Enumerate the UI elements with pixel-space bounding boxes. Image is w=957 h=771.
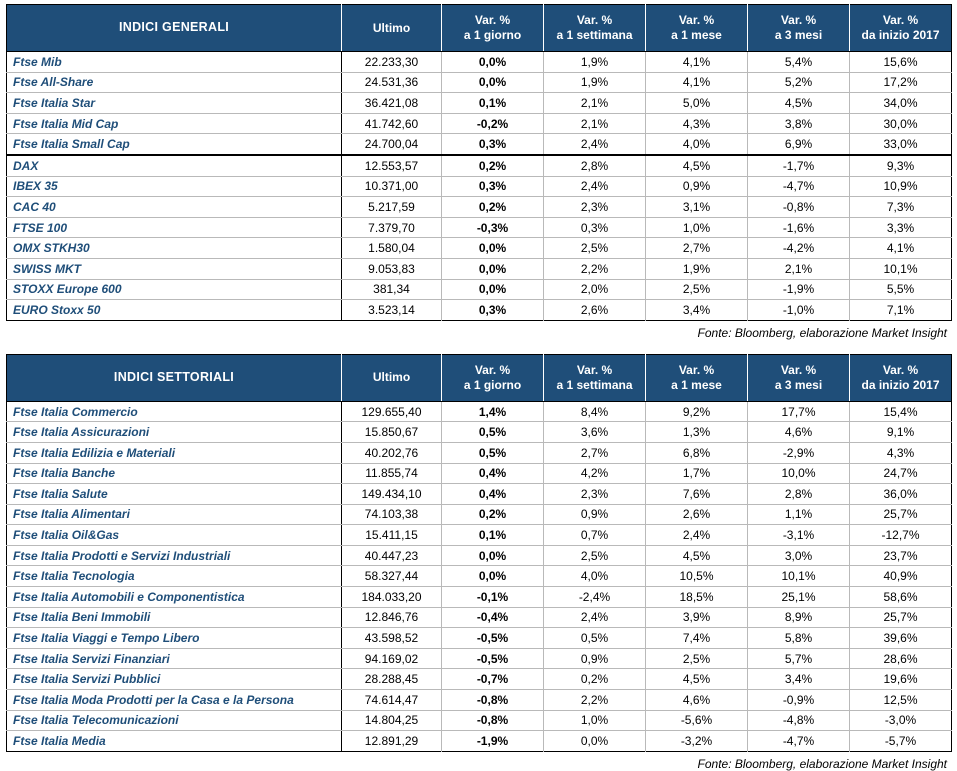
value-ultimo: 3.523,14	[342, 300, 442, 321]
index-name: Ftse Italia Beni Immobili	[7, 607, 342, 628]
value-var-3-mesi: 8,9%	[748, 607, 850, 628]
value-var-1-mese: 2,5%	[646, 279, 748, 300]
column-header-var-1-mese	[646, 5, 748, 52]
value-var-1-giorno: 0,3%	[442, 300, 544, 321]
value-ultimo: 12.553,57	[342, 155, 442, 176]
value-ultimo: 94.169,02	[342, 648, 442, 669]
value-var-1-giorno: 0,2%	[442, 197, 544, 218]
value-var-1-settimana: 0,2%	[544, 669, 646, 690]
table-row	[7, 113, 952, 134]
table-row	[7, 648, 952, 669]
value-var-1-mese: 1,0%	[646, 217, 748, 238]
column-header-line2: a 1 giorno	[463, 28, 522, 42]
column-header-title: INDICI GENERALI	[7, 5, 342, 52]
value-var-3-mesi: 2,1%	[748, 258, 850, 279]
value-var-ytd: 3,3%	[850, 217, 952, 238]
table-row	[7, 401, 952, 422]
value-ultimo: 5.217,59	[342, 197, 442, 218]
column-header-var-1-settimana	[544, 354, 646, 401]
index-name: Ftse Italia Servizi Finanziari	[7, 648, 342, 669]
index-name: Ftse Italia Media	[7, 731, 342, 752]
table-body-indici-generali	[7, 52, 952, 321]
index-name: Ftse Italia Salute	[7, 484, 342, 505]
value-var-1-giorno: -0,5%	[442, 648, 544, 669]
value-var-ytd: 36,0%	[850, 484, 952, 505]
table-row	[7, 300, 952, 321]
table-body-indici-settoriali	[7, 401, 952, 751]
value-var-3-mesi: 10,0%	[748, 463, 850, 484]
value-var-1-mese: 2,5%	[646, 648, 748, 669]
value-var-1-mese: 5,0%	[646, 93, 748, 114]
value-var-3-mesi: 17,7%	[748, 401, 850, 422]
value-ultimo: 40.447,23	[342, 545, 442, 566]
value-var-1-settimana: 2,5%	[544, 545, 646, 566]
value-var-3-mesi: -4,2%	[748, 238, 850, 259]
column-header-var-3-mesi	[748, 5, 850, 52]
value-var-1-mese: 18,5%	[646, 587, 748, 608]
value-var-ytd: 7,1%	[886, 302, 915, 317]
value-var-1-mese: 1,3%	[646, 422, 748, 443]
column-header-line1: Var. %	[678, 362, 715, 377]
index-name: Ftse Italia Oil&Gas	[7, 525, 342, 546]
table-row	[7, 238, 952, 259]
value-var-1-giorno: 0,0%	[442, 566, 544, 587]
column-header-line2: da inizio 2017	[861, 28, 940, 42]
value-ultimo: 149.434,10	[342, 484, 442, 505]
table-row	[7, 72, 952, 93]
table-row	[7, 731, 952, 752]
column-header-var-3-mesi	[748, 354, 850, 401]
index-name: Ftse Italia Automobili e Componentistica	[7, 587, 342, 608]
value-var-1-mese: 1,9%	[646, 258, 748, 279]
value-var-3-mesi: -1,7%	[748, 155, 850, 176]
table-row	[7, 463, 952, 484]
value-var-1-giorno: 0,3%	[442, 176, 544, 197]
index-name: OMX STKH30	[7, 238, 342, 259]
value-ultimo: 129.655,40	[342, 401, 442, 422]
table-row	[7, 587, 952, 608]
column-header-var-1-giorno	[442, 354, 544, 401]
value-var-1-giorno: 0,1%	[442, 525, 544, 546]
table-row	[7, 484, 952, 505]
column-header-line1: Ultimo	[372, 20, 411, 35]
value-ultimo: 15.411,15	[342, 525, 442, 546]
value-var-1-mese: 3,4%	[646, 300, 748, 321]
column-header-line2: a 1 mese	[671, 28, 722, 42]
table-row	[7, 258, 952, 279]
value-var-1-giorno: -1,9%	[442, 731, 544, 752]
value-ultimo: 40.202,76	[342, 442, 442, 463]
column-header-var-1-settimana	[544, 5, 646, 52]
table-row	[7, 504, 952, 525]
value-var-ytd: 4,1%	[850, 238, 952, 259]
value-var-3-mesi: 25,1%	[748, 587, 850, 608]
section-gap	[6, 340, 951, 354]
value-ultimo: 22.233,30	[342, 52, 442, 73]
index-name: FTSE 100	[7, 217, 342, 238]
column-header-line2: a 1 settimana	[556, 377, 633, 392]
value-var-3-mesi: -0,8%	[748, 197, 850, 218]
value-var-1-mese: 1,7%	[646, 463, 748, 484]
index-name: Ftse Italia Telecomunicazioni	[7, 710, 342, 731]
index-name: Ftse Italia Banche	[7, 463, 342, 484]
value-var-1-mese: 9,2%	[646, 401, 748, 422]
value-var-1-mese: 4,5%	[646, 669, 748, 690]
value-var-1-settimana: 2,5%	[544, 238, 646, 259]
value-var-3-mesi: 5,2%	[748, 72, 850, 93]
index-name: Ftse Italia Viaggi e Tempo Libero	[7, 628, 342, 649]
table-row	[7, 525, 952, 546]
value-var-1-settimana: 2,7%	[544, 442, 646, 463]
index-name: CAC 40	[7, 197, 342, 218]
value-var-1-settimana: -2,4%	[544, 587, 646, 608]
value-var-1-settimana: 1,0%	[544, 710, 646, 731]
index-name: Ftse Italia Mid Cap	[7, 113, 342, 134]
value-ultimo: 12.846,76	[342, 607, 442, 628]
table-indici-generali	[6, 4, 952, 321]
value-var-1-giorno: 1,4%	[442, 401, 544, 422]
value-var-1-giorno: -0,8%	[442, 710, 544, 731]
value-var-ytd: 24,7%	[850, 463, 952, 484]
column-header-line1: Var. %	[576, 13, 613, 27]
value-var-3-mesi: 6,9%	[748, 134, 850, 155]
value-var-ytd: 25,7%	[850, 607, 952, 628]
value-var-ytd: -3,0%	[850, 710, 952, 731]
value-var-ytd: 17,2%	[850, 72, 952, 93]
column-header-line2: a 1 settimana	[556, 28, 633, 42]
value-var-1-mese: 7,4%	[646, 628, 748, 649]
table-row	[7, 176, 952, 197]
value-var-1-giorno: 0,2%	[442, 155, 544, 176]
value-var-ytd: 39,6%	[850, 628, 952, 649]
value-ultimo: 74.614,47	[342, 690, 442, 711]
value-var-1-settimana: 2,4%	[544, 607, 646, 628]
value-var-1-mese: 4,1%	[646, 72, 748, 93]
column-header-line1: Var. %	[474, 13, 511, 27]
value-var-3-mesi: -2,9%	[748, 442, 850, 463]
value-var-1-settimana: 0,9%	[544, 648, 646, 669]
value-var-ytd: 9,1%	[850, 422, 952, 443]
value-var-ytd: 30,0%	[850, 113, 952, 134]
value-var-1-settimana: 0,9%	[544, 504, 646, 525]
value-var-ytd: 19,6%	[850, 669, 952, 690]
value-var-3-mesi: -0,9%	[748, 690, 850, 711]
table-indici-settoriali	[6, 354, 952, 752]
value-var-1-giorno: -0,5%	[442, 628, 544, 649]
value-var-3-mesi: 1,1%	[748, 504, 850, 525]
value-var-1-giorno: 0,5%	[442, 442, 544, 463]
value-var-1-giorno: 0,0%	[442, 545, 544, 566]
value-var-1-giorno: -0,8%	[442, 690, 544, 711]
value-ultimo: 7.379,70	[342, 217, 442, 238]
column-header-ultimo	[342, 354, 442, 401]
column-header-line1: Var. %	[780, 362, 817, 377]
value-var-1-mese: -3,2%	[646, 731, 748, 752]
value-var-ytd: 23,7%	[850, 545, 952, 566]
index-name: SWISS MKT	[7, 258, 342, 279]
value-var-ytd: -12,7%	[850, 525, 952, 546]
index-name: Ftse Italia Small Cap	[7, 134, 342, 155]
table-row	[7, 669, 952, 690]
column-header-line1: Var. %	[576, 362, 613, 377]
value-var-1-giorno: -0,4%	[442, 607, 544, 628]
value-var-1-mese: 6,8%	[646, 442, 748, 463]
column-header-line2: a 3 mesi	[774, 377, 823, 392]
value-var-3-mesi: 3,0%	[748, 545, 850, 566]
value-ultimo: 184.033,20	[342, 587, 442, 608]
column-header-line2: a 1 giorno	[463, 377, 522, 392]
value-var-ytd: 7,3%	[850, 197, 952, 218]
value-var-3-mesi: -1,6%	[748, 217, 850, 238]
value-var-1-settimana: 2,8%	[544, 155, 646, 176]
value-var-1-giorno: -0,7%	[442, 669, 544, 690]
value-var-ytd: 4,3%	[850, 442, 952, 463]
column-header-line2: a 3 mesi	[774, 28, 823, 42]
value-var-1-giorno: 0,4%	[442, 463, 544, 484]
value-var-1-giorno: 0,0%	[442, 238, 544, 259]
value-var-1-settimana: 2,3%	[544, 197, 646, 218]
value-var-1-giorno: 0,0%	[442, 279, 544, 300]
value-var-3-mesi: 5,7%	[748, 648, 850, 669]
value-var-3-mesi: -3,1%	[748, 525, 850, 546]
table-row	[7, 279, 952, 300]
value-var-1-mese: 4,3%	[646, 113, 748, 134]
value-ultimo: 381,34	[342, 279, 442, 300]
table-row	[7, 134, 952, 155]
index-name: Ftse Italia Tecnologia	[7, 566, 342, 587]
value-var-1-giorno: 0,1%	[442, 93, 544, 114]
value-var-1-mese: 0,9%	[646, 176, 748, 197]
value-var-3-mesi: 3,8%	[748, 113, 850, 134]
value-var-3-mesi: -4,7%	[748, 176, 850, 197]
value-ultimo: 24.700,04	[342, 134, 442, 155]
value-var-1-mese: 2,6%	[646, 504, 748, 525]
value-var-1-settimana: 2,6%	[544, 300, 646, 321]
value-ultimo: 43.598,52	[342, 628, 442, 649]
value-ultimo: 9.053,83	[342, 258, 442, 279]
value-var-1-giorno: 0,3%	[442, 134, 544, 155]
value-var-ytd: 58,6%	[850, 587, 952, 608]
table-row	[7, 566, 952, 587]
value-var-3-mesi: 4,5%	[748, 93, 850, 114]
value-var-1-mese: 3,9%	[646, 607, 748, 628]
column-header-var-1-giorno	[442, 5, 544, 52]
value-var-1-settimana: 1,9%	[544, 72, 646, 93]
table-row	[7, 545, 952, 566]
value-var-1-settimana: 2,0%	[544, 279, 646, 300]
index-name: Ftse Italia Prodotti e Servizi Industriali	[7, 545, 342, 566]
column-header-var-ytd	[850, 354, 952, 401]
value-var-ytd: 28,6%	[850, 648, 952, 669]
value-var-ytd: 5,5%	[850, 279, 952, 300]
value-var-3-mesi: 10,1%	[748, 566, 850, 587]
value-var-1-mese: 7,6%	[646, 484, 748, 505]
index-name: Ftse Mib	[7, 52, 342, 73]
index-name: Ftse Italia Assicurazioni	[7, 422, 342, 443]
value-ultimo: 36.421,08	[342, 93, 442, 114]
value-var-1-settimana: 1,9%	[544, 52, 646, 73]
value-var-1-giorno: 0,4%	[442, 484, 544, 505]
value-var-3-mesi: 4,6%	[748, 422, 850, 443]
value-var-1-mese: 2,4%	[646, 525, 748, 546]
value-var-1-giorno: 0,0%	[442, 258, 544, 279]
value-ultimo: 58.327,44	[342, 566, 442, 587]
index-name: Ftse All-Share	[7, 72, 342, 93]
table-header	[7, 5, 952, 52]
index-name: Ftse Italia Moda Prodotti per la Casa e la Persona	[7, 690, 342, 711]
value-var-1-mese: 4,6%	[646, 690, 748, 711]
value-var-1-giorno: -0,3%	[442, 217, 544, 238]
value-var-1-settimana: 0,5%	[544, 628, 646, 649]
column-header-line1: Var. %	[780, 13, 817, 27]
value-var-1-settimana: 2,1%	[544, 93, 646, 114]
value-var-1-settimana: 0,3%	[544, 217, 646, 238]
index-name: DAX	[7, 155, 342, 176]
value-var-3-mesi: -4,8%	[748, 710, 850, 731]
value-var-1-giorno: 0,0%	[442, 52, 544, 73]
value-var-1-mese: 4,5%	[646, 545, 748, 566]
header-row	[7, 354, 952, 401]
value-var-1-mese: 10,5%	[646, 566, 748, 587]
value-var-ytd: 15,4%	[850, 401, 952, 422]
value-var-3-mesi: -1,0%	[748, 300, 850, 321]
table-row	[7, 155, 952, 176]
index-name: Ftse Italia Commercio	[7, 401, 342, 422]
column-header-line1: Ultimo	[372, 370, 411, 385]
column-header-var-ytd	[850, 5, 952, 52]
value-var-ytd: 10,9%	[850, 176, 952, 197]
column-header-line1: Var. %	[474, 362, 511, 377]
value-var-ytd: 25,7%	[850, 504, 952, 525]
table-row	[7, 690, 952, 711]
value-ultimo: 12.891,29	[342, 731, 442, 752]
value-var-ytd: 34,0%	[850, 93, 952, 114]
value-var-1-mese: -5,6%	[646, 710, 748, 731]
table-row	[7, 422, 952, 443]
value-var-ytd: 40,9%	[850, 566, 952, 587]
table-row	[7, 217, 952, 238]
value-var-1-settimana: 2,1%	[544, 113, 646, 134]
index-name: EURO Stoxx 50	[7, 300, 342, 321]
value-ultimo: 74.103,38	[342, 504, 442, 525]
value-var-ytd: 12,5%	[850, 690, 952, 711]
column-header-line2: a 1 mese	[671, 377, 722, 392]
source-note-settoriali: Fonte: Bloomberg, elaborazione Market Insight	[697, 756, 947, 771]
table-header	[7, 354, 952, 401]
value-ultimo: 24.531,36	[342, 72, 442, 93]
index-name: Ftse Italia Servizi Pubblici	[7, 669, 342, 690]
value-var-1-settimana: 0,0%	[544, 731, 646, 752]
column-header-title: INDICI SETTORIALI	[7, 354, 342, 401]
index-name: STOXX Europe 600	[7, 279, 342, 300]
value-var-ytd: 9,3%	[850, 155, 952, 176]
value-ultimo: 41.742,60	[342, 113, 442, 134]
header-row	[7, 5, 952, 52]
value-var-1-mese: 4,5%	[646, 155, 748, 176]
value-var-1-mese: 2,7%	[646, 238, 748, 259]
column-header-line1: Var. %	[882, 362, 919, 377]
value-var-1-settimana: 2,4%	[544, 134, 646, 155]
value-var-1-giorno: -0,2%	[442, 113, 544, 134]
value-var-ytd: 15,6%	[850, 52, 952, 73]
value-var-ytd: 10,1%	[850, 258, 952, 279]
value-ultimo: 14.804,25	[342, 710, 442, 731]
column-header-line2: da inizio 2017	[861, 377, 940, 392]
value-var-3-mesi: 5,4%	[748, 52, 850, 73]
value-var-1-mese: 4,1%	[646, 52, 748, 73]
value-ultimo: 15.850,67	[342, 422, 442, 443]
value-var-1-settimana: 8,4%	[544, 401, 646, 422]
table-row	[7, 93, 952, 114]
index-name: Ftse Italia Alimentari	[7, 504, 342, 525]
value-var-1-mese: 3,1%	[646, 197, 748, 218]
table-row	[7, 197, 952, 218]
column-header-line1: Var. %	[678, 13, 715, 27]
value-var-1-giorno: 0,5%	[442, 422, 544, 443]
value-var-1-giorno: 0,0%	[442, 72, 544, 93]
table-row	[7, 628, 952, 649]
column-header-ultimo	[342, 5, 442, 52]
value-var-ytd: 33,0%	[850, 134, 952, 155]
index-name: IBEX 35	[7, 176, 342, 197]
value-var-1-settimana: 0,7%	[544, 525, 646, 546]
value-var-3-mesi: 2,8%	[748, 484, 850, 505]
column-header-line1: Var. %	[882, 13, 919, 27]
value-ultimo: 1.580,04	[342, 238, 442, 259]
value-var-1-giorno: 0,2%	[442, 504, 544, 525]
value-var-ytd: -5,7%	[884, 734, 917, 749]
value-var-1-settimana: 2,4%	[544, 176, 646, 197]
value-var-1-settimana: 2,2%	[544, 690, 646, 711]
table-row	[7, 607, 952, 628]
value-var-3-mesi: 3,4%	[748, 669, 850, 690]
table-row	[7, 710, 952, 731]
value-ultimo: 11.855,74	[342, 463, 442, 484]
value-var-3-mesi: -4,7%	[748, 731, 850, 752]
table-row	[7, 52, 952, 73]
index-name: Ftse Italia Star	[7, 93, 342, 114]
value-var-1-settimana: 4,0%	[544, 566, 646, 587]
source-note-generali: Fonte: Bloomberg, elaborazione Market Insight	[697, 325, 947, 340]
value-var-1-settimana: 2,3%	[544, 484, 646, 505]
index-name: Ftse Italia Edilizia e Materiali	[7, 442, 342, 463]
value-var-1-settimana: 4,2%	[544, 463, 646, 484]
value-var-1-giorno: -0,1%	[442, 587, 544, 608]
value-var-3-mesi: -1,9%	[748, 279, 850, 300]
column-header-var-1-mese	[646, 354, 748, 401]
value-var-3-mesi: 5,8%	[748, 628, 850, 649]
value-ultimo: 10.371,00	[342, 176, 442, 197]
value-ultimo: 28.288,45	[342, 669, 442, 690]
value-var-1-settimana: 3,6%	[544, 422, 646, 443]
value-var-1-settimana: 2,2%	[544, 258, 646, 279]
table-row	[7, 442, 952, 463]
value-var-1-mese: 4,0%	[646, 134, 748, 155]
